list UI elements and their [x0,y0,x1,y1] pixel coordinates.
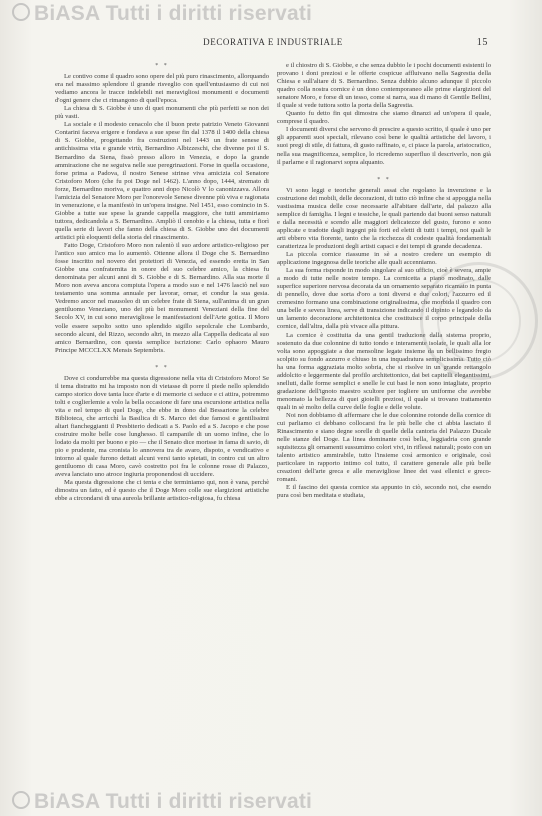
paragraph: La sua forma risponde in modo singolare al suo ufficio, cioè è severa, ampie a modo di tutte nelle nostre tempo. La cornicetta a piano modinato, dalle superfice superiore nervosa decorata da un ornamento separato ricamato in punta di pennello, dove due sorta d'oro a toni diversi e due colori, l'azzurro ed il cremesino formano una combinazione originalissima, che morbida il quadro con una belle e severa linea, serve di transizione indicando il dipinto e legandolo da un lamento decorazione architettonica che costituisce il corpo principale della cornice, dall'altra, dalla più vivace alla pittura. [277,267,491,331]
paragraph: Vi sono leggi e teoriche generali assai che regolano la invenzione e la costruzione dei mobili, delle decorazioni, di tutto ciò infine che si appoggia nella vastissima musica delle cose necessarie all'abitare dall'arte, dal palazzo alla semplice di famiglia. I legni e tessiche, le quali partendo dai buoni senso naturali e dalla necessità e scendo alle maggiori delicatezze del gusto, furono e sono applicate e tradotte dagli ingegni più forti ed eletti di tutti i tempi, noi quali le arti ebbero vita fiorente, tanto che la ricchezza di codeste qualità fondamentali caratterizza le produzioni degli artisti capaci e dei tempi di grande decadenza. [277,186,491,250]
paragraph: e il chiostro di S. Giobbe, e che senza dubbio le i pochi documenti esistenti lo provano i doni preziosi e le offerte cospicue affluivano nella Sagrestia della Chiesa e sull'altare di S. Bernardino. Senza dubbio alcuno adunque il piccolo quadro colla nostra cornice è un dono contemporaneo alle prime elargizioni del senatore Moro, e forse di un tesso, come si narra, sua di mano di Gentile Bellini, il quale si vede tuttora sotto la porta della Sagrestia. [277,62,491,110]
section-stars: * * [155,364,169,371]
paragraph: La chiesa di S. Giobbe è uno di quei monumenti che più perfetti se non dei più vasti. [55,105,269,121]
paragraph: Le contivo come il quadro sono opere del più puro rinascimento, allorquando era nel massimo splendore il grande risveglio con quell'entusiasmo di cui noi vediamo ancora le tracce indelebili nei meravigliosi monumenti e documenti d'ogni genere che ci rimangono di quell'epoca. [55,73,269,105]
paragraph: Ma questa digressione che ci tenta e che terminiamo qui, non è vana, perchè dimostra un fatto, ed è questo che il Doge Moro colle sue elargizioni artistiche ebbe a circondarsi di una aureola brillante artistico-religiosa, fu chiesa [55,479,269,503]
paragraph: Quanto fu detto fin qui dimostra che siamo dinanzi ad un'opera il quale, comprese il quadro. [277,110,491,126]
watermark-bottom [12,790,312,814]
paragraph: Fatto Doge, Cristoforo Moro non ralentò il suo ardore artistico-religioso per l'antico suo amico ma lo aumentò. Ottenne allora il Doge che S. Bernardino fosse inscritto nel novero dei protettori di Venezia, ed essendo eretta in San Giobbe una confraternita in onore del suo celebre amico, la chiesa fu denominata per alcuni anni di S. Giobbe e di S. Bernardino. Alla sua morte il Moro non aveva ancora compiuta l'opera a modo suo e nel 1476 lasciò nel suo testamento una somma annuale per lavorar, ornar, et condur la sua gesia. Vedremo ancor nel mausoleo di un celebre frate di Siena, sull'anima di un gran gentiluomo Veneziano, uno dei più bei monumenti Veneziani della fine del Secolo XV, in cui sono meravigliose le manifestazioni dell'Arte gotica. Il Moro volle essere sepolto sotto uno splendido sigillo sepolcrale che Lombardo, secondo alcuni, del Rizzo, secondo altri, in mezzo alla Cappella dedicata al suo amico Bernardino, con questa semplice iscrizione: Carlo ophaoro Mauro Principe MCCCLXX Mensis Septembris. [55,242,269,354]
page-number: 15 [476,37,488,48]
section-stars: * * [377,176,391,183]
running-title: DECORATIVA E INDUSTRIALE [203,37,343,47]
paragraph: I documenti diversi che servono di prescire a questo scritto, il quale è uno per gli apparenti suoi speciali, rilevano così bene le qualità artistiche del lavoro, i suoi pregi di stile, di fattura, di gusto raffinato, e, ci piace la parola, aristocratico, nella sua magnificenza, semplice, lo ricredemo superfluo il descriverlo, non già il parlarne e il ragionarvi sopra alquanto. [277,126,491,166]
paragraph: Dove ci condurrebbe ma questa digressione nella vita di Cristoforo Moro! Se il tema distratto mi ha imposto non di vietasse di porre il piede nello splendido campo storico dove tanta luce d'arte e di memorie ci seduce e ci attira, potremmo tolti e coglierlemie a volo la bella occasione di fare una escursione artistica nella vita e nel tempo di quel Doge, che ebbe in dono dal Bessarione la celebre Biblioteca, che arricchì la Basilica di S. Marco dei due famosi e gentilissimi altari fiancheggianti il Presbiterio dedicati a S. Paolo ed a S. Jacopo e che pose costruire molte belle cose lunghesso. Il campanile di un uomo infine, che lo lodato da molti per buono e pio — che il Senato dice morisse in fama di savio, di pio e prudente, ma cronista lo annovera tra de avaro, dispoto, e vendicativo e intorno al quale furono dettati alcuni versi tanto spietati, in contro cui un altro gentiluomo di casa Moro, cavò costretto poi fra le colonne rosse di Palazzo, aveva lanciato uno atroce ingiuria proponendosi di uccidere. [55,374,269,479]
library-stamp-icon [420,262,538,380]
paragraph: La piccola cornice riassume in sè a nostro credere un esempio di applicazione ingegnosa delle teoriche alle quali accenniamo. [277,251,491,267]
paragraph: Noi non dobbiamo di affermare che le due colonnine rotonde della cornice di cui parliamo ci debbano collocarsi fra le più belle che ci abbia lasciato il Rinascimento e siano degne sorelle di quelle della cantoria del Palazzo Ducale nelle stanze del Doge. La linea dominante così bella, leggiadria con grande squisitezza gli ornamenti sussumimo colori vivi, in riflessi naturali; posto con un talento artistico ammirabile, tutto l'insieme così armonico e originale, così particolare in rapporto intimo col tutto, il carattere generale alle più belle creazioni dell'arte greca e alle meravigliose linee dei vasi ellenici e greco-romani. [277,411,491,484]
watermark-text: BiASA Tutti i diritti riservati [34,790,313,813]
biasa-logo-icon [12,3,30,21]
biasa-logo-icon [12,791,30,809]
paragraph: E il fascino dei questa cornice sta appunto in ciò, secondo noi, che esendo pura così ben meditata e studiata, [277,484,491,500]
section-stars: * * [155,63,169,69]
page-header [58,37,488,51]
left-column [55,62,269,503]
watermark-top [12,2,312,26]
watermark-text: BiASA Tutti i diritti riservati [34,2,313,25]
paragraph: La sociale e il modesto cenacolo che il buon prete patrizio Veneto Giovanni Contarini faceva erigere e fondava a sue spese fin dal 1378 il 1400 della chiesa di S. Giobbe, progettando fra costruzioni nel 1443 un frate senese di antichissima vita e grande virtù, Bernardino Albizzeschi, che divenne poi il S. Bernardino da Siena, fissò presso alloro in Venezia, e dopo la grande ammirazione che ne seguiva nelle sue peregrinazioni. Forse in quella occasione, forse prima a Padova, il nostro Senese strinse viva amicizia col Senatore Cristoforo Moro (che fu poi Doge nel 1462). L'anno dopo, 1444, stremato di forze, Bernardino moriva, e quattro anni dopo Nicolò V lo canonizzava. Allora l'amicizia del Senatore Moro per l'onorevole Senese divenne più viva e ragionata in venerazione, e la manifestò in un'opera insigne. Nel 1451, esso comincio in S. Giobbe a tutte sue spese la grande cappella maggiore, che tutti ammiriamo tuttora, dedicandola a S. Bernardino. Ampliò il cenobio e la chiesa, tutta e fiorì quella serie di lavori che fanno della chiesa di S. Giobbe uno dei documenti artistici più eloquenti della storia del rinascimento. [55,121,269,241]
paragraph: La cornice è costituita da una gentil traduzione dalla sistema proprio, sostenuto da due colonnine di tutto tondo e interamente isolate, le quali alla lor volta sono appoggiate a due mensoline legate insieme da un bellissimo fregio scolpito su fondo azzurro e chiuso in una inquadratura semplicissima. Tutto ciò ha una forma aggraziata molto sobria, che si risolve in un grande rettangolo addolcito e leggermente dal profilo architettonico, dai bei capitelli elegantissimi, snelluti, dalle forme semplici e snelle le cui basi le non sono intagliate, proprio gradazione dell'ignoto maestro scultore per togliere un uniforme che avrebbe menomato la bellezza di quei gioielli preziosi, il quale si trovano trattamento quali in sè molto della curve delle foglie e delle volute. [277,331,491,411]
